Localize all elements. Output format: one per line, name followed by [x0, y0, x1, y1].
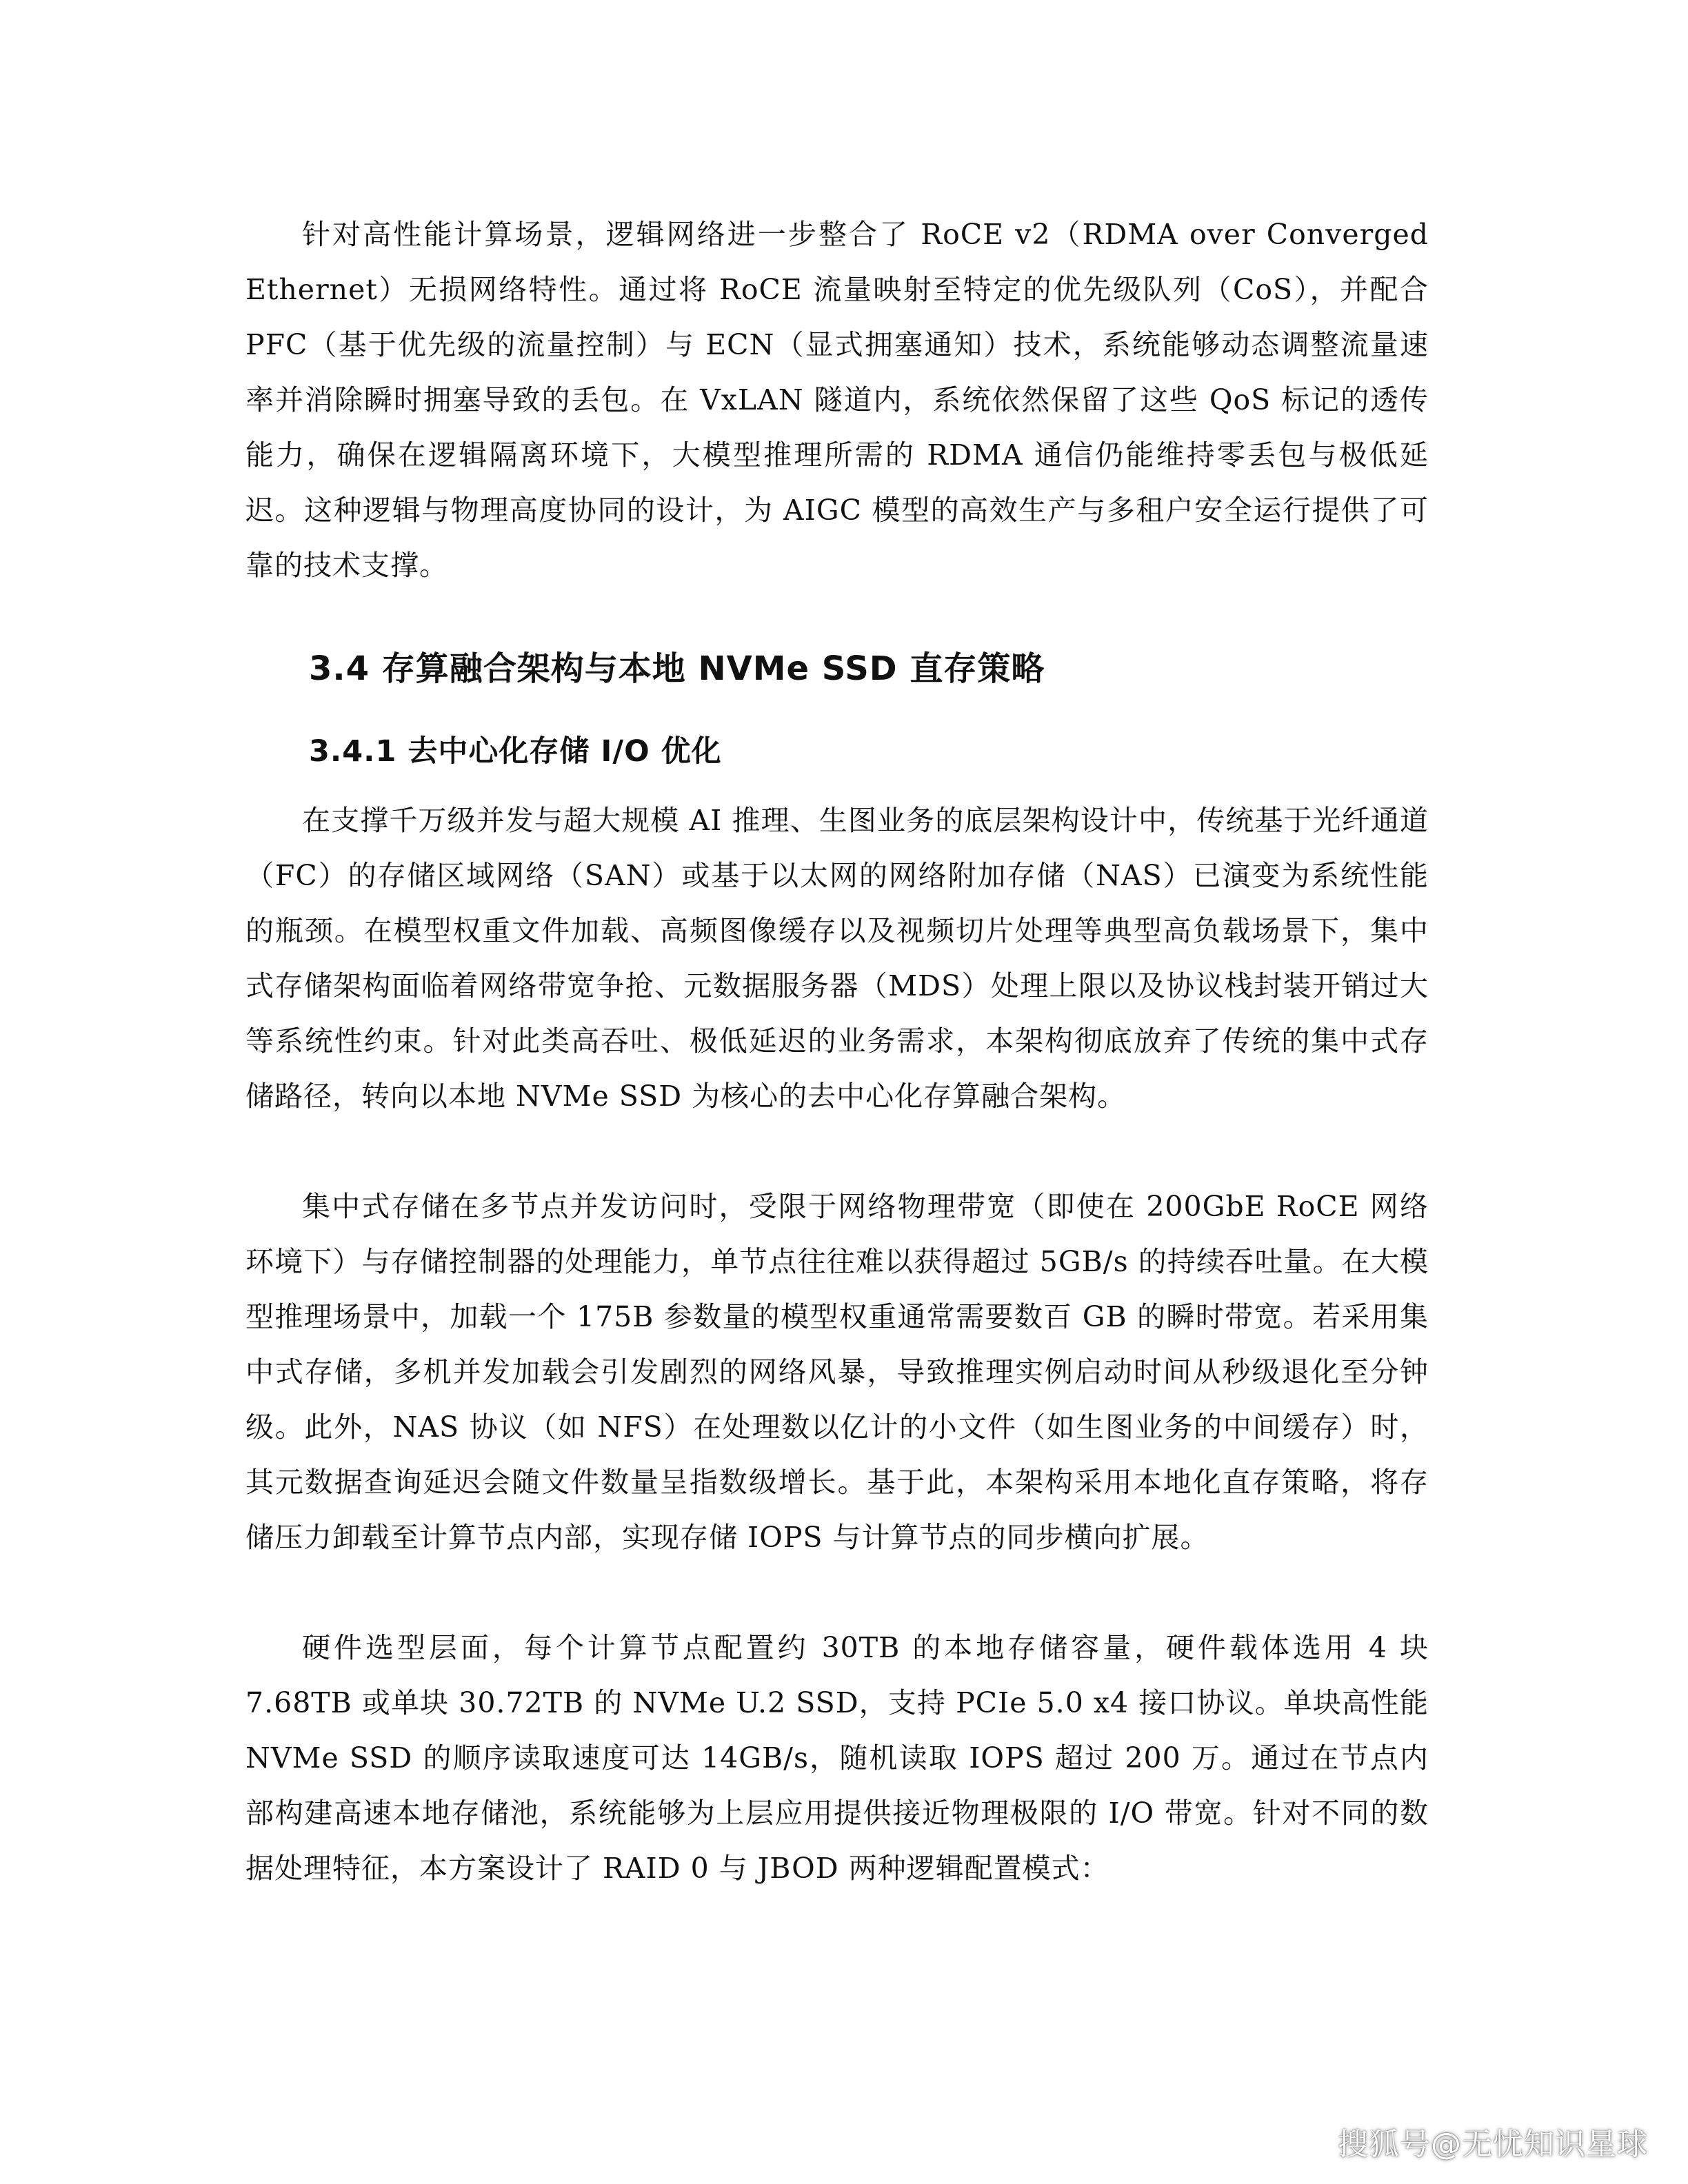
subsection-heading: 3.4.1 去中心化存储 I/O 优化 — [309, 734, 722, 769]
paragraph-hardware: 硬件选型层面，每个计算节点配置约 30TB 的本地存储容量，硬件载体选用 4 块 7.68TB 或单块 30.72TB 的 NVMe U.2 SSD，支持 PCIe 5.0 x4 接口协议。单块高性能 NVMe SSD 的顺序读取速度可达 14GB/s，随机读取 IOPS 超过 200 万。通过在节点内部构建高速本地存储池，系统能够为上层应用提供接近物理极限的 I/O 带宽。针对不同的数据处理特征，本方案设计了 RAID 0 与 JBOD 两种逻辑配置模式： — [245, 1631, 1429, 1885]
paragraph-roce: 针对高性能计算场景，逻辑网络进一步整合了 RoCE v2（RDMA over Converged Ethernet）无损网络特性。通过将 RoCE 流量映射至特定的优先级队列（CoS），并配合 PFC（基于优先级的流量控制）与 ECN（显式拥塞通知）技术，系统能够动态调整流量速率并消除瞬时拥塞导致的丢包。在 VxLAN 隧道内，系统依然保留了这些 QoS 标记的透传能力，确保在逻辑隔离环境下，大模型推理所需的 RDMA 通信仍能维持零丢包与极低延迟。这种逻辑与物理高度协同的设计，为 AIGC 模型的高效生产与多租户安全运行提供了可靠的技术支撑。 — [245, 218, 1429, 582]
sohu-watermark: 搜狐号@无忧知识星球 — [1338, 2127, 1648, 2162]
paragraph-centralized-storage: 集中式存储在多节点并发访问时，受限于网络物理带宽（即使在 200GbE RoCE 网络环境下）与存储控制器的处理能力，单节点往往难以获得超过 5GB/s 的持续吞吐量。在大模型推理场景中，加载一个 175B 参数量的模型权重通常需要数百 GB 的瞬时带宽。若采用集中式存储，多机并发加载会引发剧烈的网络风暴，导致推理实例启动时间从秒级退化至分钟级。此外，NAS 协议（如 NFS）在处理数以亿计的小文件（如生图业务的中间缓存）时，其元数据查询延迟会随文件数量呈指数级增长。基于此，本架构采用本地化直存策略，将存储压力卸载至计算节点内部，实现存储 IOPS 与计算节点的同步横向扩展。 — [245, 1190, 1429, 1554]
section-heading: 3.4 存算融合架构与本地 NVMe SSD 直存策略 — [309, 649, 1045, 688]
paragraph-architecture: 在支撑千万级并发与超大规模 AI 推理、生图业务的底层架构设计中，传统基于光纤通道（FC）的存储区域网络（SAN）或基于以太网的网络附加存储（NAS）已演变为系统性能的瓶颈。在模型权重文件加载、高频图像缓存以及视频切片处理等典型高负载场景下，集中式存储架构面临着网络带宽争抢、元数据服务器（MDS）处理上限以及协议栈封装开销过大等系统性约束。针对此类高吞吐、极低延迟的业务需求，本架构彻底放弃了传统的集中式存储路径，转向以本地 NVMe SSD 为核心的去中心化存算融合架构。 — [245, 804, 1429, 1113]
